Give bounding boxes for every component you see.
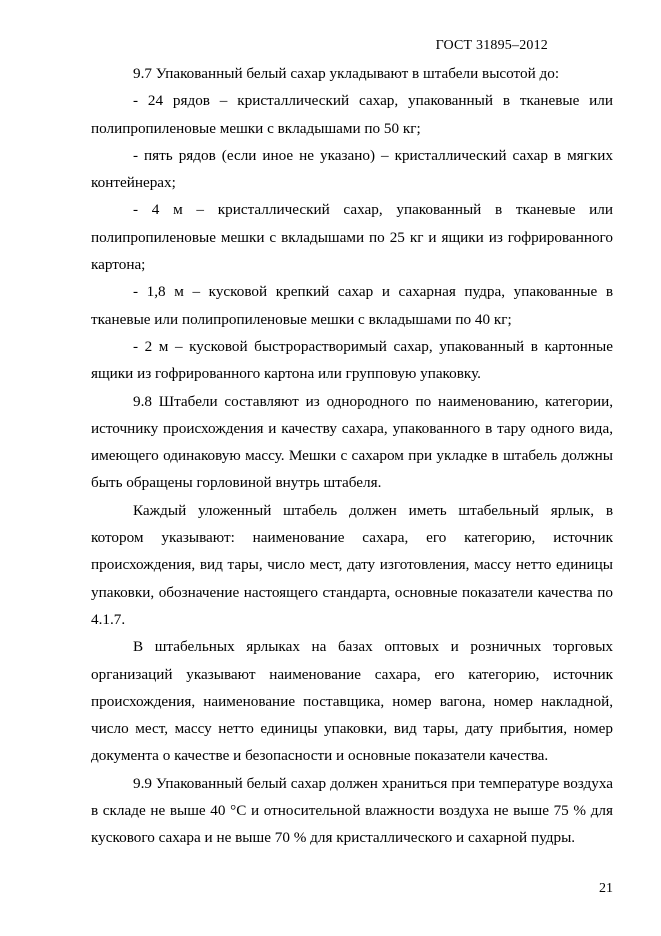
list-item-1-8-m: - 1,8 м – кусковой крепкий сахар и сахарная пудра, упакованные в тканевые или полипропиленовые мешки с вкладышами по 40 кг; [91, 283, 613, 328]
list-item-2-m: - 2 м – кусковой быстрорастворимый сахар, упакованный в картонные ящики из гофрированного картона или групповую упаковку. [91, 337, 613, 383]
standard-header: ГОСТ 31895–2012 [435, 38, 548, 53]
list-item-4-m: - 4 м – кристаллический сахар, упакованный в тканевые или полипропиленовые мешки с вкладышами по 25 кг и ящики из гофрированного картона; [91, 201, 613, 274]
page-number: 21 [599, 881, 613, 896]
document-body [91, 60, 613, 852]
paragraph-9-8: 9.8 Штабели составляют из однородного по наименованию, категории, источнику происхождения и качеству сахара, упакованного в тару одного вида, имеющего одинаковую массу. Мешки с сахаром при укладке в штабель должны быть обращены горловиной внутрь штабеля. [91, 392, 613, 492]
paragraph-wholesale-labels: В штабельных ярлыках на базах оптовых и розничных торговых организаций указывают наименование сахара, его категорию, источник происхождения, наименование поставщика, номер вагона, номер накладной, число мест, массу нетто единицы упаковки, вид тары, дату прибытия, номер документа о качестве и безопасности и основные показатели качества. [91, 638, 613, 765]
list-item-five-rows: - пять рядов (если иное не указано) – кристаллический сахар в мягких контейнерах; [91, 146, 613, 192]
paragraph-stack-label: Каждый уложенный штабель должен иметь штабельный ярлык, в котором указывают: наименование сахара, его категорию, источник происхождения, вид тары, число мест, дату изготовления, массу нетто единицы упаковки, обозначение настоящего стандарта, основные показатели качества по 4.1.7. [91, 501, 613, 628]
paragraph-9-9: 9.9 Упакованный белый сахар должен храниться при температуре воздуха в складе не выше 40 °С и относительной влажности воздуха не выше 75 % для кускового сахара и не выше 70 % для кристаллического и сахарной пудры. [91, 774, 613, 847]
paragraph-9-7: 9.7 Упакованный белый сахар укладывают в штабели высотой до: [133, 65, 560, 82]
list-item-24-rows: - 24 рядов – кристаллический сахар, упакованный в тканевые или полипропиленовые мешки с вкладышами по 50 кг; [91, 92, 613, 137]
